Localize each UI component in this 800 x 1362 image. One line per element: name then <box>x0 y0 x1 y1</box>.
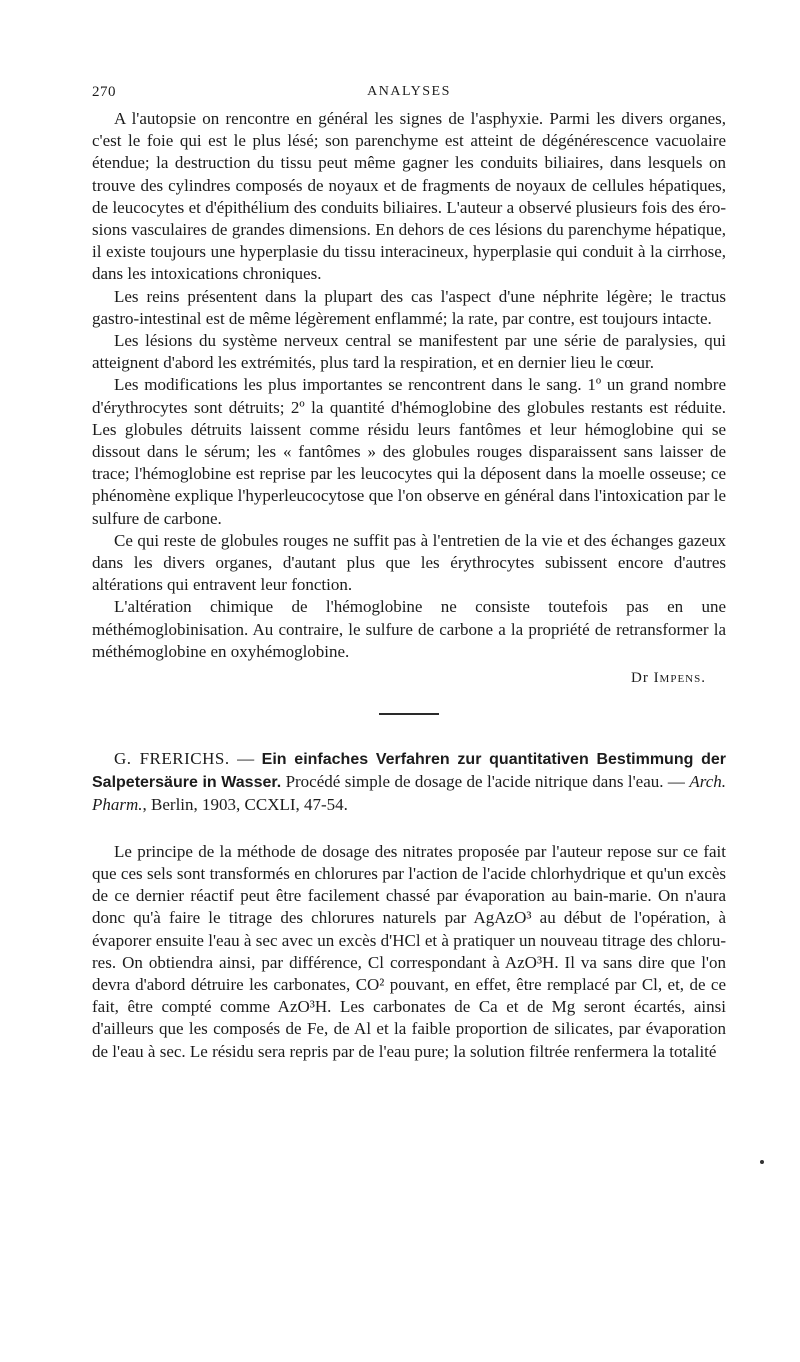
heading-dash: — <box>229 749 262 769</box>
running-title: ANALYSES <box>367 84 451 99</box>
spacer <box>92 817 726 841</box>
german-title: Ein einfaches Verfahren zur quantitativen Bestimmung der Salpetersäure in Wasser. <box>92 751 726 792</box>
article-carbon-disulfide-review <box>92 108 726 689</box>
paragraph-nitrate-method: Le principe de la méthode de dosage des nitrates proposée par l'auteur repose sur ce fait que ces sels sont transformés en chlorures par l'action de l'acide chlorhydrique et qu'un excès de ce dernier réactif peut être facilement chassé par évaporation au bain-marie. On n'aura donc qu'à faire le titrage des chlorures naturels par AgAzO³ au début de l'opération, à évaporer ensuite l'eau à sec avec un excès d'HCl et à pratiquer un nouveau titrage des chlorures. On obtiendra ainsi, par différence, Cl correspondant à AzO³H. Il va sans dire que l'on devra d'abord détruire les carbonates, CO² pouvant, en effet, être remplacé par Cl, et, de ce fait, être compté comme AzO³H. Les carbonates de Ca et de Mg seront écartés, ainsi d'ailleurs que les composés de Fe, de Al et la faible proportion de silicates, par évaporation de l'eau à sec. Le résidu sera repris par de l'eau pure; la solution filtrée renfermera la totalité <box>92 841 726 1061</box>
paragraph-kidneys: Les reins présentent dans la plupart des cas l'aspect d'une néphrite légère; le tractus gastro-intestinal est de même légèrement enflammé; la rate, par contre, est toujours intacte. <box>92 286 726 328</box>
french-title: Procédé simple de dosage de l'acide nitrique dans l'eau. — <box>281 772 690 792</box>
paragraph-autopsy: A l'autopsie on rencontre en général les signes de l'asphyxie. Parmi les divers organes, c'est le foie qui est le plus lésé; son parenchyme est atteint de dégénérescence vacuolaire étendue; la destruction du tissu peut même gagner les conduits biliaires, dans lesquels on trouve des cylindres composés de noyaux et de fragments de noyaux de cellules hépatiques, de leucocytes et d'épithélium des conduits biliaires. L'auteur a observé plusieurs fois des érosions vasculaires de grandes dimensions. En dehors de ces lésions du parenchyme hépatique, il existe toujours une hyperplasie du tissu interacineux, hyperplasie qui conduit à la cirrhose, dans les intoxications chroniques. <box>92 109 726 284</box>
paragraph-hemoglobin: L'altération chimique de l'hémoglobine ne consiste toutefois pas en une méthémoglobinisation. Au contraire, le sulfure de carbone a la propriété de retransformer la méthémoglobine en oxyhémoglobine. <box>92 597 726 661</box>
journal-name: Arch. Pharm. <box>92 772 726 815</box>
paragraph-nervous-system: Les lésions du système nerveux central se manifestent par une série de paralysies, qui atteignent d'abord les extrémités, plus tard la respiration, et en dernier lieu le cœur. <box>92 331 726 373</box>
signature-name: Impens. <box>653 670 706 687</box>
paragraph-blood: Les modifications les plus importantes se rencontrent dans le sang. 1º un grand nombre d'érythrocytes sont détruits; 2º la quantité d'hémoglobine des globules restants est réduite. Les globules détruits laissent comme résidu leurs fantômes et leur hémoglobine qui se dissout dans le sérum; les « fantômes » des globules rouges disparaissent sans laisser de trace; l'hémoglobine est reprise par les leucocytes qui la déposent dans la moelle osseuse; ce phénomène explique l'hyperleucocytose que l'on observe en général dans l'intoxication par le sulfure de carbone. <box>92 375 726 528</box>
margin-mark <box>760 1160 764 1164</box>
section-divider <box>379 713 439 715</box>
article-author: G. FRERICHS. <box>114 749 230 769</box>
journal-page <box>92 84 726 1063</box>
journal-citation: , Berlin, 1903, CCXLI, 47-54. <box>142 795 348 815</box>
paragraph-red-cells: Ce qui reste de globules rouges ne suffit pas à l'entretien de la vie et des échanges gazeux dans les divers organes, d'autant plus que les érythrocytes subissent encore d'autres altérations qui entravent leur fonction. <box>92 530 726 595</box>
article-heading <box>92 748 726 817</box>
page-number: 270 <box>92 84 116 100</box>
signature-prefix: Dr <box>630 670 649 687</box>
reviewer-signature <box>92 667 726 689</box>
running-header <box>92 84 726 108</box>
